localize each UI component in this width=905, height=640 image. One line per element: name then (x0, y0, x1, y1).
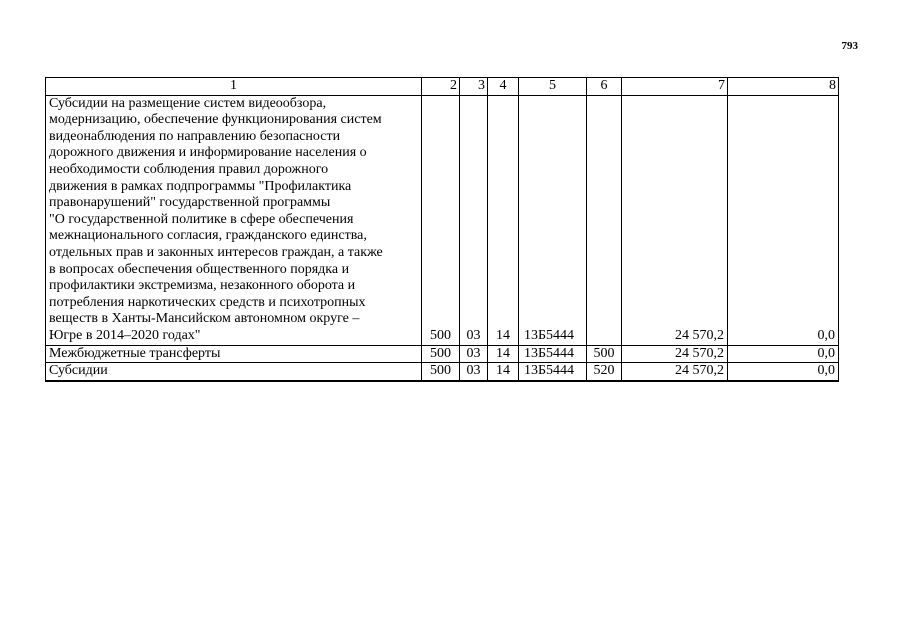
cell-section: 03 (460, 95, 488, 345)
description-line: необходимости соблюдения правил дорожного (49, 161, 329, 177)
description-line: дорожного движения и информирование населения о (49, 145, 367, 161)
cell-expense-type: 500 (587, 345, 622, 363)
description-line: отдельных прав и законных интересов граждан, а также (49, 244, 383, 260)
header-cell-3: 3 (460, 78, 488, 96)
header-cell-4: 4 (488, 78, 519, 96)
description-line: межнационального согласия, гражданского единства, (49, 228, 367, 244)
cell-ministry-code: 500 (422, 363, 460, 381)
description-line: "О государственной политике в сфере обеспечения (49, 211, 354, 227)
cell-amount-2: 0,0 (728, 363, 839, 381)
budget-table (45, 77, 839, 382)
header-cell-6: 6 (587, 78, 622, 96)
header-cell-8: 8 (728, 78, 839, 96)
row-description: Субсидии (46, 363, 422, 381)
row-description: Межбюджетные трансферты (46, 345, 422, 363)
description-line: потребления наркотических средств и психотропных (49, 294, 366, 310)
description-line: модернизацию, обеспечение функционирования систем (49, 112, 382, 128)
cell-amount-2: 0,0 (728, 345, 839, 363)
page-number: 793 (841, 40, 858, 52)
cell-target-article: 13Б5444 (519, 95, 587, 345)
cell-subsection: 14 (488, 95, 519, 345)
header-cell-1: 1 (46, 78, 422, 96)
description-line: Субсидии на размещение систем видеообзора, (49, 95, 327, 111)
cell-section: 03 (460, 345, 488, 363)
cell-amount-2: 0,0 (728, 95, 839, 345)
description-line: в вопросах обеспечения общественного порядка и (49, 261, 350, 277)
description-line: правонарушений" государственной программы (49, 195, 331, 211)
cell-subsection: 14 (488, 345, 519, 363)
row-description (46, 95, 422, 345)
description-line: видеонаблюдения по направлению безопасности (49, 128, 341, 144)
cell-section: 03 (460, 363, 488, 381)
cell-ministry-code: 500 (422, 345, 460, 363)
header-cell-2: 2 (422, 78, 460, 96)
table-row (46, 95, 839, 345)
table-header-row (46, 78, 839, 96)
description-line: профилактики экстремизма, незаконного оборота и (49, 278, 356, 294)
cell-subsection: 14 (488, 363, 519, 381)
table-row (46, 345, 839, 363)
cell-amount: 24 570,2 (622, 363, 728, 381)
description-line: движения в рамках подпрограммы "Профилактика (49, 178, 352, 194)
table-row (46, 363, 839, 381)
cell-target-article: 13Б5444 (519, 345, 587, 363)
cell-target-article: 13Б5444 (519, 363, 587, 381)
cell-expense-type: 520 (587, 363, 622, 381)
description-line: Югре в 2014–2020 годах" (49, 327, 201, 343)
cell-expense-type (587, 95, 622, 345)
cell-ministry-code: 500 (422, 95, 460, 345)
cell-amount: 24 570,2 (622, 95, 728, 345)
description-line: веществ в Ханты-Мансийском автономном округе – (49, 311, 360, 327)
header-cell-5: 5 (519, 78, 587, 96)
cell-amount: 24 570,2 (622, 345, 728, 363)
header-cell-7: 7 (622, 78, 728, 96)
